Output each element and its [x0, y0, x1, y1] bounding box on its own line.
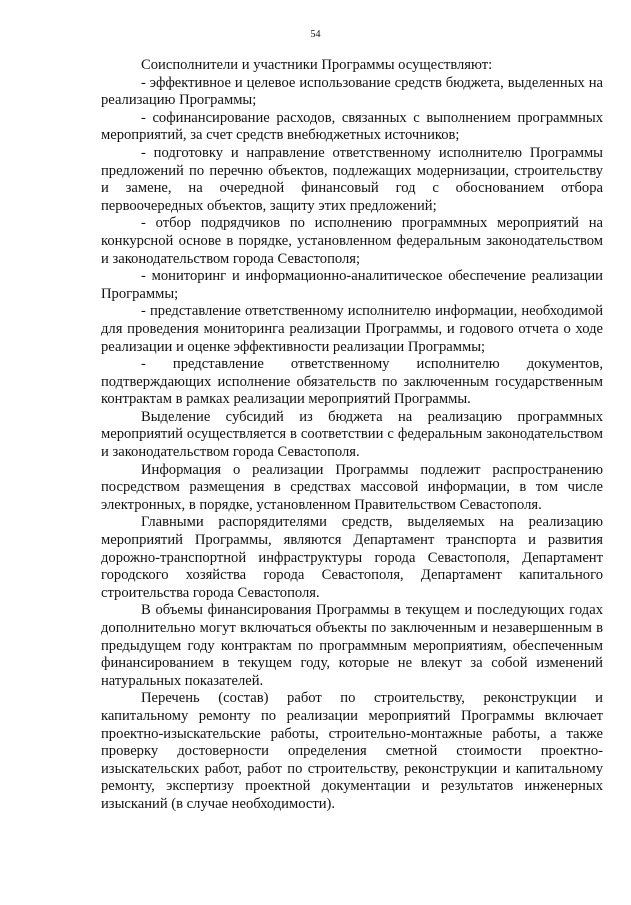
paragraph: - эффективное и целевое использование средств бюджета, выделенных на реализацию Программы;: [101, 74, 603, 109]
paragraph: - отбор подрядчиков по исполнению программных мероприятий на конкурсной основе в порядке, установленном федеральным законодательством и законодательством города Севастополя;: [101, 215, 603, 267]
paragraph: - подготовку и направление ответственному исполнителю Программы предложений по перечню объектов, подлежащих модернизации, строительству и замене, на очередной финансовый год с обоснованием отбора первоочередных объектов, защиту этих предложений;: [101, 144, 603, 214]
document-body: [101, 57, 603, 814]
paragraph: - мониторинг и информационно-аналитическое обеспечение реализации Программы;: [101, 268, 603, 302]
paragraph: - представление ответственному исполнителю информации, необходимой для проведения мониторинга реализации Программы, и годового отчета о ходе реализации и оценке эффективности реализации Программы;: [101, 303, 603, 355]
paragraph: - софинансирование расходов, связанных с выполнением программных мероприятий, за счет средств внебюджетных источников;: [101, 109, 603, 144]
paragraph: - представление ответственному исполнителю документов, подтверждающих исполнение обязательств по заключенным государственным контрактам в рамках реализации мероприятий Программы.: [101, 356, 603, 408]
paragraph: В объемы финансирования Программы в текущем и последующих годах дополнительно могут включаться объекты по заключенным и незавершенным в предыдущем году контрактам по программным мероприятиям, обеспеченным финансированием в текущем году, которые не влекут за собой изменений натуральных показателей.: [101, 602, 603, 689]
paragraph: Информация о реализации Программы подлежит распространению посредством размещения в средствах массовой информации, в том числе электронных, в порядке, установленном Правительством Севастополя.: [101, 461, 603, 513]
paragraph: Перечень (состав) работ по строительству, реконструкции и капитальному ремонту по реализации мероприятий Программы включает проектно-изыскательские работы, строительно-монтажные работы, а также проверку достоверности определения сметной стоимости проектно-изыскательских работ, работ по строительству, реконструкции и капитальному ремонту, экспертизу проектной документации и результатов инженерных изысканий (в случае необходимости).: [101, 690, 603, 812]
paragraph: Главными распорядителями средств, выделяемых на реализацию мероприятий Программы, являются Департамент транспорта и развития дорожно-транспортной инфраструктуры города Севастополя, Департамент городского хозяйства города Севастополя, Департамент капитального строительства города Севастополя.: [101, 514, 603, 601]
page-number: 54: [310, 29, 321, 40]
paragraph: Соисполнители и участники Программы осуществляют:: [141, 57, 493, 73]
paragraph: Выделение субсидий из бюджета на реализацию программных мероприятий осуществляется в соответствии с федеральным законодательством и законодательством города Севастополя.: [101, 408, 603, 461]
